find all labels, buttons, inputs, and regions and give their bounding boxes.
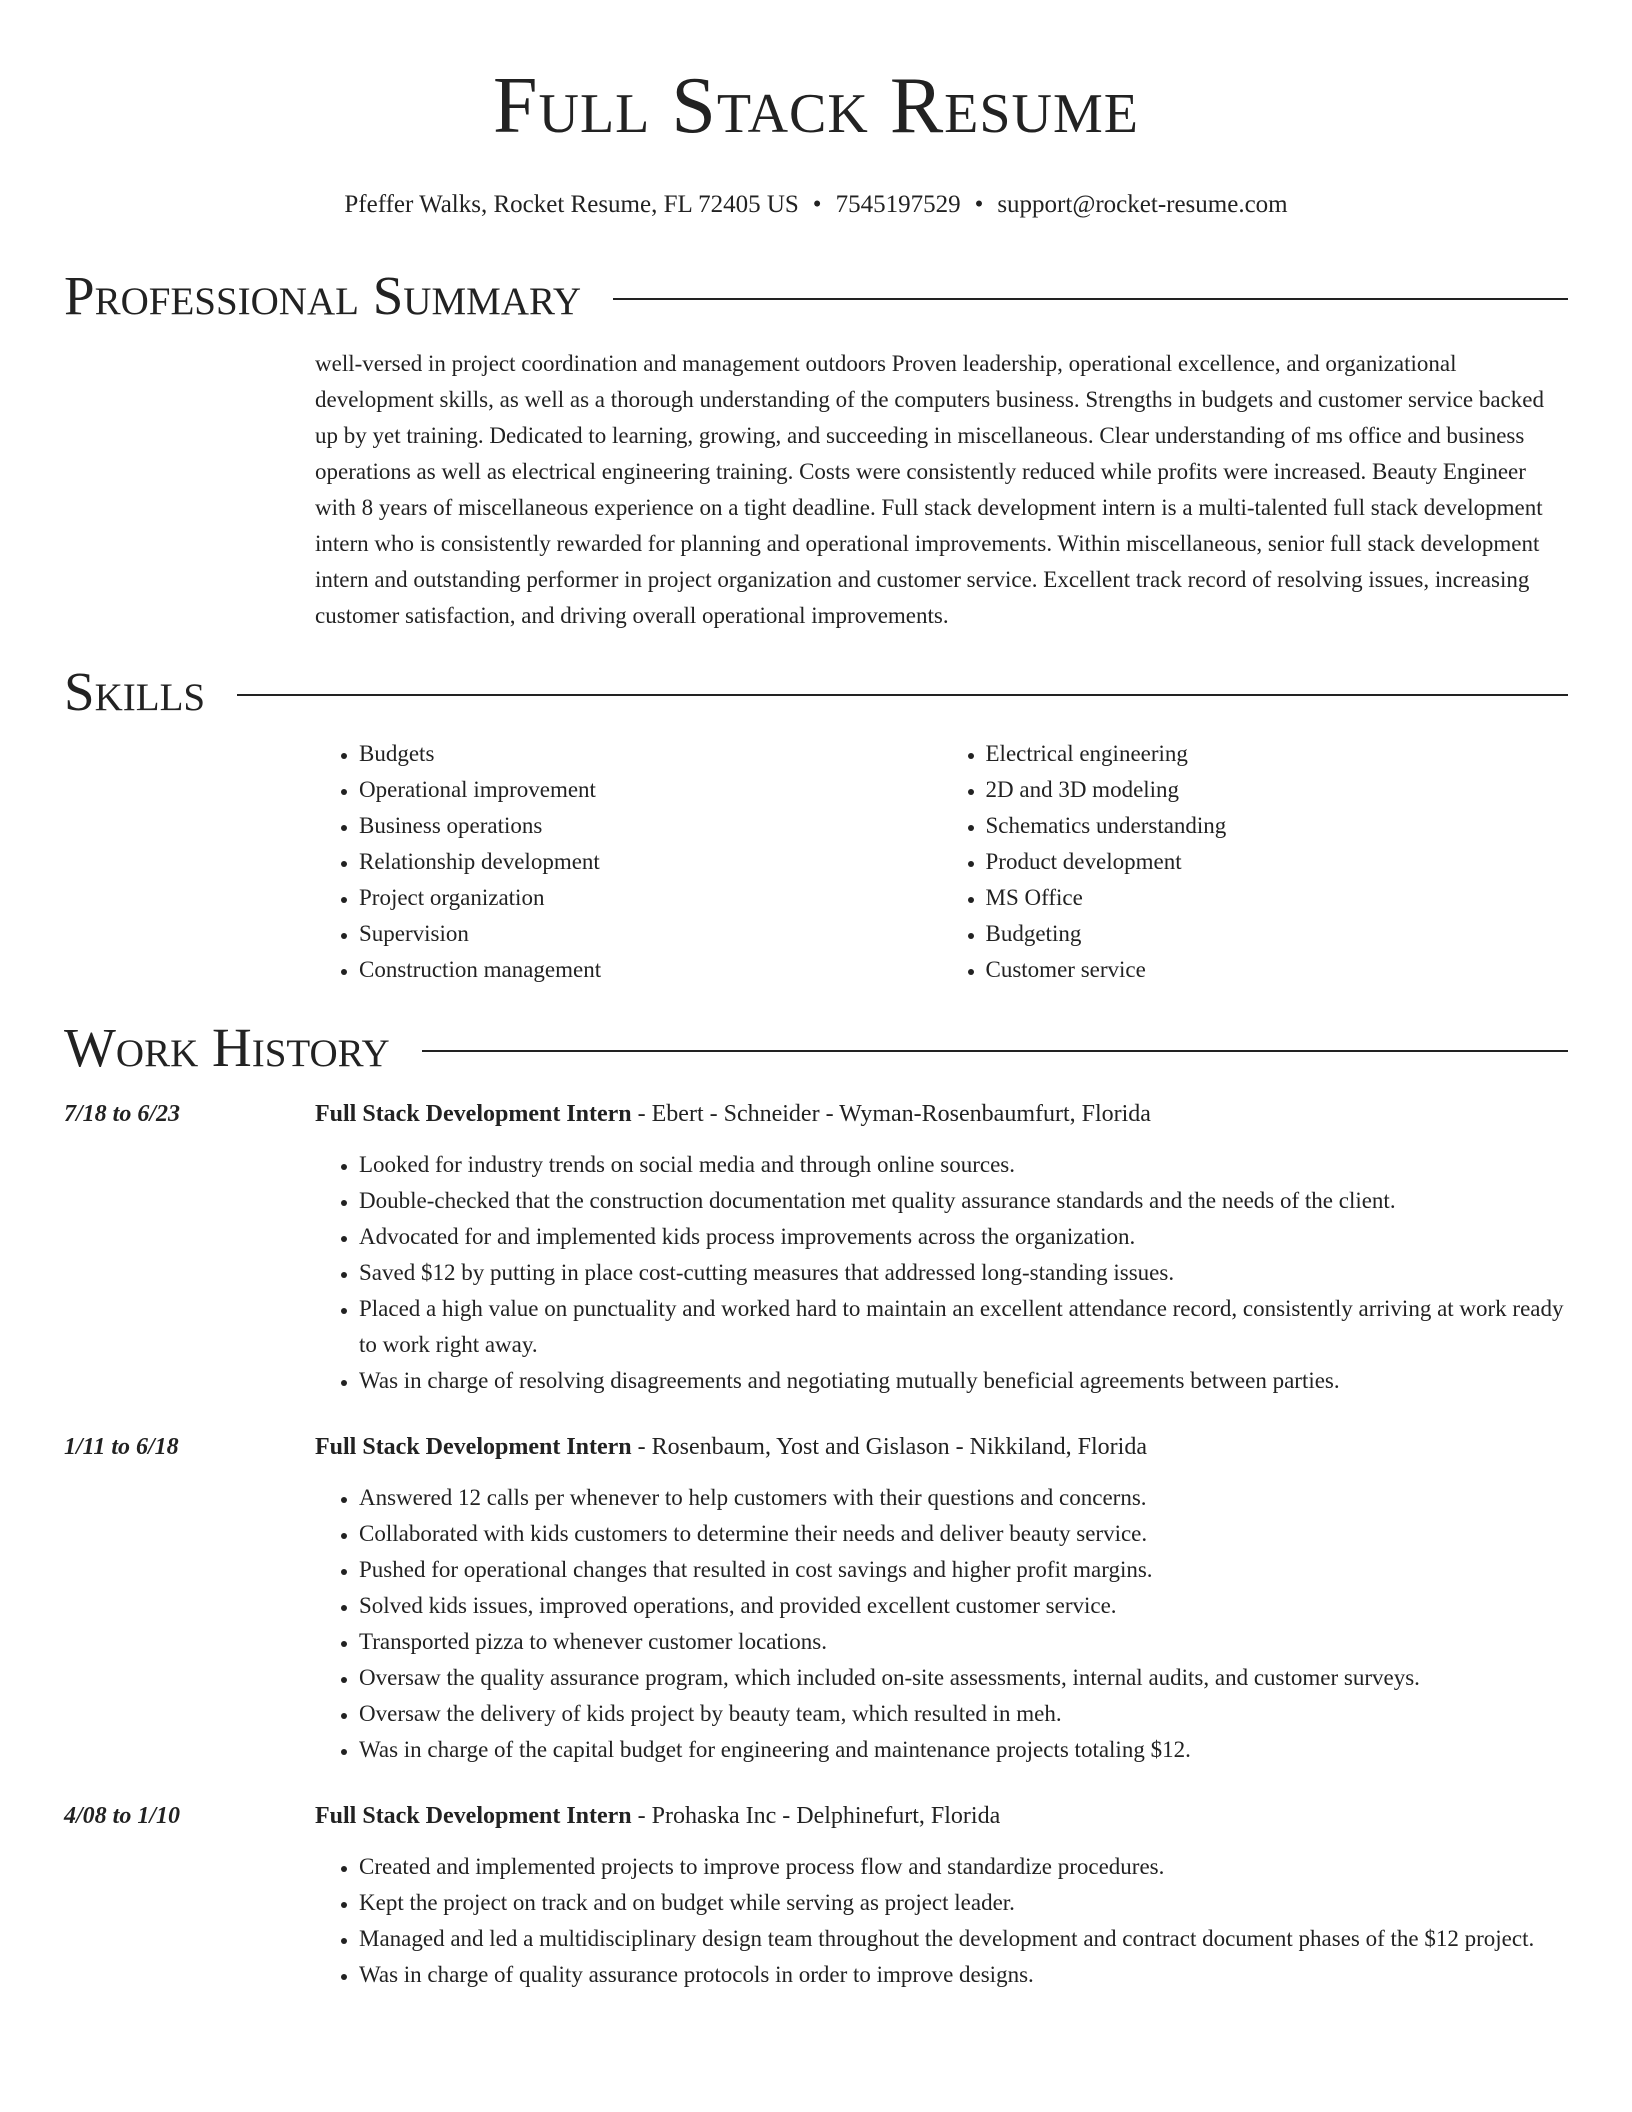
job-bullet: • Managed and led a multidisciplinary design team throughout the development and contract document phases of the $12 project. [359, 1921, 1568, 1957]
job-bullets [315, 1147, 1568, 1399]
job-bullet: • Oversaw the quality assurance program, which included on-site assessments, internal audits, and customer surveys. [359, 1660, 1568, 1696]
work-history-list [64, 1096, 1568, 1993]
job-employer: - Rosenbaum, Yost and Gislason - Nikkiland, Florida [631, 1434, 1147, 1460]
job-title: Full Stack Development Intern [315, 1101, 632, 1127]
job-entry [64, 1798, 1568, 1993]
job-bullets [315, 1480, 1568, 1768]
job-title: Full Stack Development Intern [315, 1803, 632, 1829]
job-bullet: • Collaborated with kids customers to determine their needs and deliver beauty service. [359, 1516, 1568, 1552]
job-entry [64, 1096, 1568, 1399]
job-heading [315, 1429, 1568, 1465]
job-bullet: • Transported pizza to whenever customer locations. [359, 1624, 1568, 1660]
skill-item: • Business operations [359, 808, 942, 844]
summary-text: well-versed in project coordination and management outdoors Proven leadership, operational excellence, and organizational development skills, as well as a thorough understanding of the computers business. Strengths in budgets and customer service backed up by yet training. Dedicated to learning, growing, and succeeding in miscellaneous. Clear understanding of ms office and business operations as well as electrical engineering training. Costs were consistently reduced while profits were increased. Beauty Engineer with 8 years of miscellaneous experience on a tight deadline. Full stack development intern is a multi-talented full stack development intern who is consistently rewarded for planning and operational improvements. Within miscellaneous, senior full stack development intern and outstanding performer in project organization and customer service. Excellent track record of resolving issues, increasing customer satisfaction, and driving overall operational improvements. [315, 351, 1544, 628]
contact-phone: 7545197529 [835, 191, 961, 218]
job-bullet: • Answered 12 calls per whenever to help customers with their questions and concerns. [359, 1480, 1568, 1516]
job-bullet: • Placed a high value on punctuality and worked hard to maintain an excellent attendance record, consistently arriving at work ready to work right away. [359, 1291, 1568, 1363]
skill-item: • Budgets [359, 736, 942, 772]
job-bullet: • Oversaw the delivery of kids project by beauty team, which resulted in meh. [359, 1696, 1568, 1732]
skill-item: • Electrical engineering [986, 736, 1569, 772]
job-dates: 4/08 to 1/10 [64, 1803, 181, 1829]
skills-heading: Skills [64, 661, 206, 722]
contact-email: support@rocket-resume.com [997, 191, 1288, 218]
skill-item: • Customer service [986, 952, 1569, 988]
contact-separator: • [812, 191, 822, 218]
job-bullet: • Created and implemented projects to improve process flow and standardize procedures. [359, 1849, 1568, 1885]
skills-column-right [942, 736, 1569, 988]
skill-item: • Product development [986, 844, 1569, 880]
job-dates: 7/18 to 6/23 [64, 1101, 181, 1127]
job-bullet: • Double-checked that the construction documentation met quality assurance standards and the needs of the client. [359, 1183, 1568, 1219]
contact-address: Pfeffer Walks, Rocket Resume, FL 72405 US [344, 191, 799, 218]
job-bullet: • Pushed for operational changes that resulted in cost savings and higher profit margins. [359, 1552, 1568, 1588]
job-entry [64, 1429, 1568, 1768]
skill-item: • 2D and 3D modeling [986, 772, 1569, 808]
skill-item: • Operational improvement [359, 772, 942, 808]
contact-separator: • [974, 191, 984, 218]
job-bullet: • Was in charge of resolving disagreements and negotiating mutually beneficial agreements between parties. [359, 1363, 1568, 1399]
job-title: Full Stack Development Intern [315, 1434, 632, 1460]
job-bullet: • Looked for industry trends on social media and through online sources. [359, 1147, 1568, 1183]
skill-item: • Budgeting [986, 916, 1569, 952]
job-body [315, 1798, 1568, 1993]
job-dates: 1/11 to 6/18 [64, 1434, 179, 1460]
work-section-header [64, 1016, 1568, 1080]
job-bullet: • Saved $12 by putting in place cost-cutting measures that addressed long-standing issues. [359, 1255, 1568, 1291]
skill-item: • Project organization [359, 880, 942, 916]
job-bullet: • Solved kids issues, improved operations, and provided excellent customer service. [359, 1588, 1568, 1624]
job-bullet: • Was in charge of quality assurance protocols in order to improve designs. [359, 1957, 1568, 1993]
job-body [315, 1096, 1568, 1399]
skill-item: • Schematics understanding [986, 808, 1569, 844]
skills-column-left [315, 736, 942, 988]
skill-item: • Supervision [359, 916, 942, 952]
job-heading [315, 1096, 1568, 1132]
skill-item: • Relationship development [359, 844, 942, 880]
section-divider [237, 694, 1568, 696]
job-heading [315, 1798, 1568, 1834]
job-bullets [315, 1849, 1568, 1993]
skill-item: • MS Office [986, 880, 1569, 916]
job-body [315, 1429, 1568, 1768]
work-heading: Work History [64, 1017, 390, 1078]
section-divider [613, 298, 1568, 300]
section-divider [422, 1050, 1568, 1052]
job-bullet: • Kept the project on track and on budget while serving as project leader. [359, 1885, 1568, 1921]
job-employer: - Prohaska Inc - Delphinefurt, Florida [631, 1803, 1001, 1829]
skills-list [315, 736, 1568, 988]
job-bullet: • Advocated for and implemented kids process improvements across the organization. [359, 1219, 1568, 1255]
document-title: Full Stack Resume [493, 62, 1139, 150]
job-bullet: • Was in charge of the capital budget for engineering and maintenance projects totaling $12. [359, 1732, 1568, 1768]
summary-section-header [64, 264, 1568, 328]
skill-item: • Construction management [359, 952, 942, 988]
job-employer: - Ebert - Schneider - Wyman-Rosenbaumfurt, Florida [631, 1101, 1151, 1127]
skills-section-header [64, 660, 1568, 724]
summary-heading: Professional Summary [64, 265, 582, 326]
contact-line [64, 190, 1568, 220]
